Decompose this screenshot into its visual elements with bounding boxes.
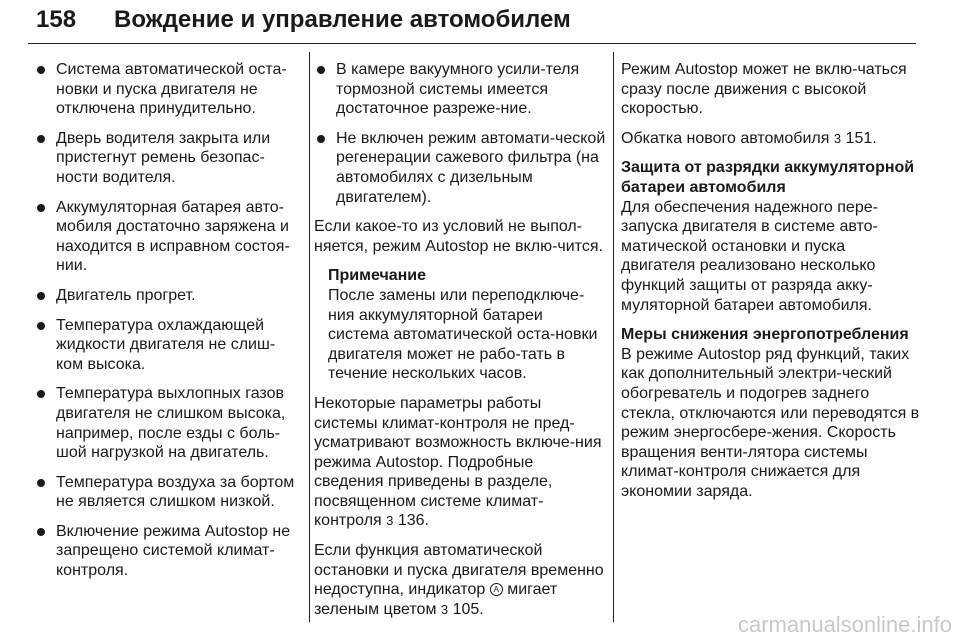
note-block [314, 266, 606, 384]
list-item: Аккумуляторная батарея авто-мобиля достаточно заряжена и находится в исправном состоя-нии. [34, 198, 300, 276]
page-reference-icon: 3 [833, 130, 842, 146]
list-item: Дверь водителя закрыта или пристегнут ремень безопас-ности водителя. [34, 129, 300, 188]
note-title: Примечание [328, 267, 427, 285]
bullet-icon [37, 135, 45, 143]
list-item: В камере вакуумного усили-теля тормозной системы имеется достаточное разреже-ние. [314, 60, 606, 119]
page-title: Вождение и управление автомобилем [114, 6, 571, 33]
bullet-icon [37, 66, 45, 74]
column-divider [309, 52, 310, 622]
column-3 [621, 60, 921, 511]
heading-battery-protection: Защита от разрядки аккумуляторной батареи автомобиля [621, 159, 915, 196]
list-item: Не включен режим автомати-ческой регенерации сажевого фильтра (на автомобилях с дизельным двигателем). [314, 129, 606, 207]
bullet-icon [37, 322, 45, 330]
bullet-icon [37, 390, 45, 398]
paragraph-battery: Для обеспечения надежного пере-запуска двигателя в системе авто-матической остановки и пуска двигателя реализовано несколько функций защиты от разряда акку-муляторной батареи автомобиля. [621, 198, 878, 314]
bullet-icon [317, 135, 325, 143]
paragraph-climate: Некоторые параметры работы системы климат-контроля не пред-усматривают возможность включе-ния режима Autostop. Подробные сведения приведены в разделе, посвященном системе климат-контроля 3 136. [314, 394, 602, 530]
page-reference-icon: 3 [386, 513, 394, 529]
page-reference[interactable]: 105. [452, 600, 484, 618]
bullet-icon [37, 292, 45, 300]
list-item: Двигатель прогрет. [34, 286, 300, 306]
bullet-icon [37, 528, 45, 536]
paragraph-breakin: Обкатка нового автомобиля 3 151. [621, 129, 877, 147]
page-reference-icon: 3 [440, 601, 449, 617]
watermark: carmanualsonline.info [737, 612, 952, 637]
autostop-indicator-icon: A [490, 583, 503, 596]
paragraph-autostop: Если какое-то из условий не выпол-няется, режим Autostop не вклю-чится. [314, 218, 603, 255]
page-reference[interactable]: 151. [845, 129, 877, 147]
note-text: После замены или переподключе-ния аккумуляторной батареи система автоматической оста-новки двигателя может не рабо-тать в течение нескольких часов. [328, 286, 598, 383]
heading-energy-saving: Меры снижения энергопотребления [621, 326, 909, 344]
paragraph-speed: Режим Autostop может не вклю-чаться сразу после движения с высокой скоростью. [621, 61, 907, 118]
bullet-icon [37, 479, 45, 487]
column-1 [34, 60, 300, 591]
list-item: Система автоматической оста-новки и пуска двигателя не отключена принудительно. [34, 60, 300, 119]
conditions-list [34, 60, 300, 581]
list-item: Температура воздуха за бортом не является слишком низкой. [34, 473, 300, 512]
list-item: Температура охлаждающей жидкости двигателя не слиш-ком высока. [34, 316, 300, 375]
list-item: Температура выхлопных газов двигателя не слишком высока, например, после езды с боль-шой нагрузкой на двигатель. [34, 384, 300, 462]
column-divider [613, 52, 614, 622]
paragraph-energy: В режиме Autostop ряд функций, таких как дополнительный электри-ческий обогреватель и подогрев заднего стекла, отключаются или переводятся в режим энергосбере-жения. Скорость вращения венти-лятора системы климат-контроля снижается для экономии заряда. [621, 345, 920, 500]
page-header [28, 0, 928, 44]
paragraph-unavailable: Если функция автоматической остановки и пуска двигателя временно недоступна, индикатор A мигает зеленым цветом 3 105. [314, 542, 604, 618]
bullet-icon [37, 204, 45, 212]
page-number: 158 [36, 6, 77, 33]
column-2 [314, 60, 606, 629]
conditions-list-continued [314, 60, 606, 207]
list-item: Включение режима Autostop не запрещено системой климат-контроля. [34, 522, 300, 581]
page-reference[interactable]: 136. [397, 512, 429, 530]
bullet-icon [317, 66, 325, 74]
header-rule [28, 43, 916, 44]
